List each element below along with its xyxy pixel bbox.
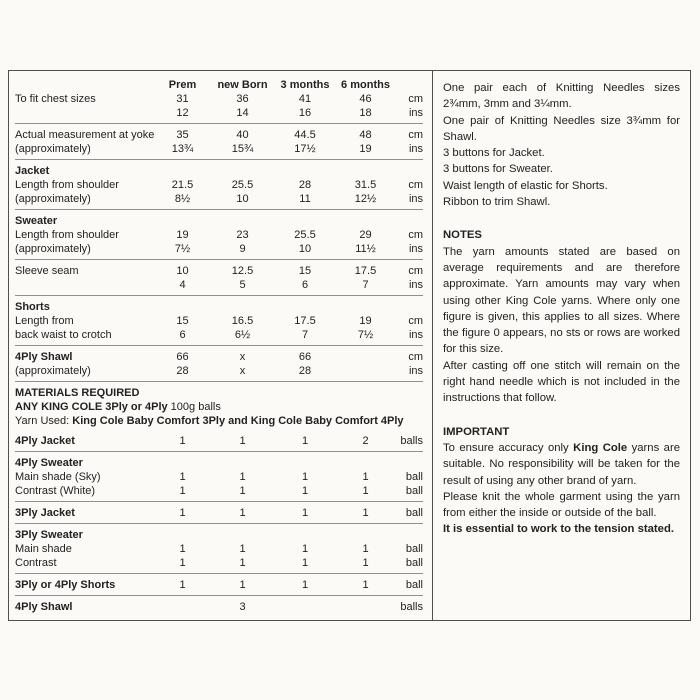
cell-unit: ins bbox=[408, 107, 423, 119]
cell-value bbox=[154, 300, 211, 314]
cell-value: 1 bbox=[301, 485, 309, 497]
header-spacer bbox=[395, 78, 423, 92]
cell-value: 25.5 bbox=[231, 179, 254, 191]
cell-value: 1 bbox=[179, 485, 186, 497]
cell-value: 1 bbox=[239, 557, 246, 569]
cell-value: 1 bbox=[239, 485, 246, 497]
cell-value: 66 bbox=[298, 351, 312, 363]
cell-unit: ball bbox=[405, 507, 423, 519]
supply-line: 3 buttons for Sweater. bbox=[443, 163, 553, 176]
cell-value: 10 bbox=[236, 193, 249, 205]
cell-value: 1 bbox=[179, 543, 186, 555]
row-label: Main shade bbox=[15, 543, 72, 555]
cell-value: 6½ bbox=[234, 329, 251, 341]
cell-unit: ins bbox=[408, 143, 423, 155]
cell-value bbox=[274, 300, 336, 314]
important-heading: IMPORTANT bbox=[443, 425, 510, 438]
cell-unit: cm bbox=[408, 129, 423, 141]
cell-value: 7 bbox=[301, 329, 309, 341]
row-label: 4Ply Shawl bbox=[15, 601, 73, 613]
size-table-header bbox=[15, 78, 423, 92]
cell-value bbox=[336, 214, 395, 228]
table-row bbox=[15, 228, 423, 242]
table-row bbox=[15, 350, 423, 364]
important-paragraph bbox=[443, 489, 680, 522]
cell-unit bbox=[395, 300, 423, 314]
cell-value: 18 bbox=[359, 107, 372, 119]
header-spacer bbox=[15, 78, 154, 92]
cell-value bbox=[336, 300, 395, 314]
row-label bbox=[15, 106, 154, 120]
supply-line: One pair of Knitting Needles size 3¾mm for Shawl. bbox=[443, 114, 680, 143]
table-row bbox=[15, 178, 423, 192]
size-column-header: 6 months bbox=[341, 79, 390, 91]
cell-unit: ball bbox=[405, 471, 423, 483]
table-row bbox=[15, 278, 423, 292]
cell-value: 14 bbox=[236, 107, 249, 119]
cell-value: 1 bbox=[301, 507, 309, 519]
row-label: 3Ply Jacket bbox=[15, 507, 75, 519]
cell-value: 46 bbox=[359, 93, 372, 105]
text-segment: MATERIALS REQUIRED bbox=[15, 387, 140, 399]
notes-paragraph: The yarn amounts stated are based on average requirements and are therefore approximate. Yarn amounts may vary when using other King Cole yarns. Where only one figure is given, this applies to all sizes. Where the figure 0 appears, no sts or rows are worked for this size. bbox=[443, 245, 680, 356]
cell-unit: cm bbox=[408, 315, 423, 327]
cell-value: 16 bbox=[298, 107, 312, 119]
row-label: (approximately) bbox=[15, 193, 91, 205]
group-heading-row bbox=[15, 300, 423, 314]
cell-value bbox=[336, 528, 395, 542]
cell-value bbox=[211, 456, 274, 470]
cell-value bbox=[336, 456, 395, 470]
cell-value: 12½ bbox=[354, 193, 377, 205]
cell-value bbox=[154, 528, 211, 542]
cell-value: 1 bbox=[179, 557, 186, 569]
cell-unit: ins bbox=[408, 243, 423, 255]
cell-value: 1 bbox=[362, 557, 369, 569]
cell-value bbox=[274, 214, 336, 228]
pattern-info-sheet bbox=[8, 70, 691, 621]
cell-unit: balls bbox=[400, 601, 423, 613]
cell-value bbox=[274, 600, 336, 614]
table-row bbox=[15, 192, 423, 206]
cell-value: 1 bbox=[301, 557, 309, 569]
divider-rule bbox=[15, 451, 423, 452]
cell-value: 1 bbox=[301, 579, 309, 591]
cell-value: 28 bbox=[298, 179, 312, 191]
cell-value bbox=[154, 456, 211, 470]
row-label: Contrast bbox=[15, 557, 57, 569]
row-label: (approximately) bbox=[15, 365, 91, 377]
row-label: Main shade (Sky) bbox=[15, 471, 101, 483]
row-label: Length from shoulder bbox=[15, 179, 119, 191]
supply-line: One pair each of Knitting Needles sizes 2¾mm, 3mm and 3¼mm. bbox=[443, 82, 680, 111]
cell-value: 31.5 bbox=[354, 179, 377, 191]
cell-value: 2 bbox=[362, 435, 369, 447]
materials-table bbox=[15, 434, 423, 614]
cell-value: 1 bbox=[239, 471, 246, 483]
cell-unit bbox=[395, 214, 423, 228]
cell-value: 1 bbox=[239, 579, 246, 591]
cell-value: 7½ bbox=[174, 243, 191, 255]
table-row bbox=[15, 600, 423, 614]
cell-value: 19 bbox=[359, 143, 372, 155]
cell-value: 1 bbox=[239, 507, 246, 519]
cell-value: 25.5 bbox=[294, 229, 316, 241]
divider-rule bbox=[15, 573, 423, 574]
supply-line: Ribbon to trim Shawl. bbox=[443, 196, 551, 209]
cell-unit: cm bbox=[408, 93, 423, 105]
row-label: Length from shoulder bbox=[15, 229, 119, 241]
materials-heading-line bbox=[15, 414, 423, 428]
cell-value bbox=[211, 214, 274, 228]
sizes-and-materials-panel bbox=[9, 71, 433, 620]
tension-statement: It is essential to work to the tension stated. bbox=[443, 523, 675, 536]
cell-unit: cm bbox=[408, 265, 423, 277]
cell-value bbox=[336, 364, 395, 378]
cell-value: 1 bbox=[301, 471, 309, 483]
table-row bbox=[15, 92, 423, 106]
cell-value: 1 bbox=[179, 435, 186, 447]
cell-value: 17½ bbox=[294, 143, 316, 155]
row-label bbox=[15, 278, 154, 292]
cell-value: 40 bbox=[236, 129, 249, 141]
table-row bbox=[15, 578, 423, 592]
text-segment: King Cole Baby Comfort 3Ply and King Cole Baby Comfort 4Ply bbox=[72, 415, 404, 427]
cell-unit bbox=[395, 528, 423, 542]
cell-value: 1 bbox=[362, 579, 369, 591]
cell-value: 1 bbox=[362, 471, 369, 483]
row-label: 3Ply Sweater bbox=[15, 529, 83, 541]
cell-value: 9 bbox=[239, 243, 246, 255]
cell-value: 35 bbox=[176, 129, 189, 141]
cell-value: 41 bbox=[298, 93, 312, 105]
table-row bbox=[15, 542, 423, 556]
cell-value: 5 bbox=[239, 279, 246, 291]
row-label: To fit chest sizes bbox=[15, 93, 96, 105]
row-label: 4Ply Shawl bbox=[15, 351, 73, 363]
text-segment: Yarn Used: bbox=[15, 415, 73, 427]
cell-value: 44.5 bbox=[294, 129, 316, 141]
cell-value bbox=[211, 300, 274, 314]
important-paragraphs bbox=[443, 440, 680, 521]
cell-value: 1 bbox=[239, 435, 246, 447]
cell-value bbox=[274, 456, 336, 470]
cell-value: 28 bbox=[176, 365, 189, 377]
cell-value: x bbox=[239, 351, 246, 363]
cell-value: 15 bbox=[298, 265, 312, 277]
cell-value: 17.5 bbox=[294, 315, 316, 327]
row-label: Sweater bbox=[15, 215, 58, 227]
text-segment: yarns are suitable. No responsibility will be taken for the result of using any other brand of yarn. bbox=[443, 441, 680, 487]
cell-value: 21.5 bbox=[171, 179, 194, 191]
cell-unit bbox=[395, 164, 423, 178]
size-column-header: new Born bbox=[217, 79, 268, 91]
cell-unit: ball bbox=[405, 557, 423, 569]
text-segment: 100g balls bbox=[167, 401, 221, 413]
row-label: 4Ply Sweater bbox=[15, 457, 83, 469]
divider-rule bbox=[15, 209, 423, 210]
cell-value: 1 bbox=[301, 543, 309, 555]
cell-value: 10 bbox=[176, 265, 189, 277]
cell-value: 12 bbox=[176, 107, 189, 119]
row-label: Sleeve seam bbox=[15, 265, 79, 277]
cell-value: 4 bbox=[179, 279, 186, 291]
divider-rule bbox=[15, 523, 423, 524]
row-label: Actual measurement at yoke bbox=[15, 129, 155, 141]
cell-value: 11½ bbox=[355, 243, 376, 255]
cell-unit: ball bbox=[405, 579, 423, 591]
table-row bbox=[15, 470, 423, 484]
cell-value: 1 bbox=[362, 507, 369, 519]
cell-unit: balls bbox=[400, 435, 423, 447]
group-heading-row bbox=[15, 528, 423, 542]
important-paragraph bbox=[443, 440, 680, 489]
table-row bbox=[15, 556, 423, 570]
cell-value: 66 bbox=[176, 351, 189, 363]
cell-value: 16.5 bbox=[231, 315, 254, 327]
row-label: (approximately) bbox=[15, 243, 91, 255]
materials-heading-block bbox=[15, 386, 423, 428]
cell-value bbox=[336, 350, 395, 364]
text-segment: To ensure accuracy only bbox=[443, 441, 574, 454]
cell-unit: cm bbox=[408, 229, 423, 241]
cell-value bbox=[274, 528, 336, 542]
cell-value: 12.5 bbox=[231, 265, 254, 277]
group-heading-row bbox=[15, 164, 423, 178]
cell-value: 10 bbox=[298, 243, 312, 255]
size-column-header: 3 months bbox=[280, 79, 330, 91]
table-row bbox=[15, 106, 423, 120]
group-heading-row bbox=[15, 456, 423, 470]
cell-value: 1 bbox=[179, 507, 186, 519]
table-row bbox=[15, 128, 423, 142]
notes-heading: NOTES bbox=[443, 229, 482, 242]
text-segment: King Cole bbox=[573, 441, 628, 454]
cell-value bbox=[211, 528, 274, 542]
cell-value: 29 bbox=[359, 229, 372, 241]
size-column-header: Prem bbox=[168, 79, 197, 91]
cell-value: 1 bbox=[362, 543, 369, 555]
table-row bbox=[15, 242, 423, 256]
cell-value: 1 bbox=[362, 485, 369, 497]
group-heading-row bbox=[15, 214, 423, 228]
cell-value bbox=[211, 164, 274, 178]
notes-panel bbox=[433, 71, 690, 620]
row-label: Length from bbox=[15, 315, 74, 327]
text-segment: Please knit the whole garment using the yarn from either the inside or outside of the ball. bbox=[443, 490, 680, 520]
notes-paragraph: After casting off one stitch will remain on the right hand needle which is not included in the instructions that follow. bbox=[443, 359, 680, 405]
cell-unit: cm bbox=[408, 351, 423, 363]
cell-unit: cm bbox=[408, 179, 423, 191]
cell-value: 31 bbox=[176, 93, 189, 105]
cell-value: 48 bbox=[359, 129, 372, 141]
cell-value bbox=[336, 164, 395, 178]
cell-value: 19 bbox=[176, 229, 189, 241]
divider-rule bbox=[15, 345, 423, 346]
cell-value: 28 bbox=[298, 365, 312, 377]
cell-value bbox=[154, 600, 211, 614]
cell-unit: ball bbox=[405, 543, 423, 555]
cell-value: 6 bbox=[301, 279, 309, 291]
table-row bbox=[15, 506, 423, 520]
table-row bbox=[15, 264, 423, 278]
cell-value: 1 bbox=[301, 435, 309, 447]
divider-rule bbox=[15, 595, 423, 596]
cell-value bbox=[154, 164, 211, 178]
divider-rule bbox=[15, 501, 423, 502]
table-row bbox=[15, 364, 423, 378]
cell-value: 11 bbox=[299, 193, 311, 205]
cell-unit: ins bbox=[408, 365, 423, 377]
cell-value: 19 bbox=[359, 315, 372, 327]
row-label: back waist to crotch bbox=[15, 329, 112, 341]
divider-rule bbox=[15, 295, 423, 296]
table-row bbox=[15, 434, 423, 448]
cell-value: 7½ bbox=[357, 329, 374, 341]
cell-value: 1 bbox=[239, 543, 246, 555]
supply-line: 3 buttons for Jacket. bbox=[443, 147, 545, 160]
cell-value: 23 bbox=[236, 229, 249, 241]
supply-line: Waist length of elastic for Shorts. bbox=[443, 179, 608, 192]
cell-unit: ins bbox=[408, 329, 423, 341]
row-label: Shorts bbox=[15, 301, 50, 313]
row-label: 3Ply or 4Ply Shorts bbox=[15, 579, 116, 591]
notes-paragraphs bbox=[443, 244, 680, 407]
cell-value bbox=[336, 600, 395, 614]
table-row bbox=[15, 328, 423, 342]
size-table bbox=[15, 78, 423, 382]
divider-rule bbox=[15, 381, 423, 382]
materials-heading-line bbox=[15, 386, 423, 400]
cell-value: 15 bbox=[176, 315, 189, 327]
cell-value: 3 bbox=[239, 601, 246, 613]
cell-unit: ins bbox=[408, 279, 423, 291]
divider-rule bbox=[15, 159, 423, 160]
cell-value: 1 bbox=[179, 471, 186, 483]
cell-value: 13¾ bbox=[171, 143, 194, 155]
table-row bbox=[15, 314, 423, 328]
materials-heading-line bbox=[15, 400, 423, 414]
cell-value: 17.5 bbox=[354, 265, 377, 277]
cell-value bbox=[154, 214, 211, 228]
cell-value bbox=[274, 164, 336, 178]
cell-unit: ins bbox=[408, 193, 423, 205]
cell-value: 36 bbox=[236, 93, 249, 105]
row-label: Jacket bbox=[15, 165, 50, 177]
row-label: Contrast (White) bbox=[15, 485, 96, 497]
row-label: (approximately) bbox=[15, 143, 91, 155]
cell-value: 15¾ bbox=[231, 143, 254, 155]
cell-value: 7 bbox=[362, 279, 369, 291]
cell-unit: ball bbox=[405, 485, 423, 497]
row-label: 4Ply Jacket bbox=[15, 435, 75, 447]
cell-value: 1 bbox=[179, 579, 186, 591]
cell-value: 6 bbox=[179, 329, 186, 341]
divider-rule bbox=[15, 123, 423, 124]
table-row bbox=[15, 142, 423, 156]
table-row bbox=[15, 484, 423, 498]
cell-unit bbox=[395, 456, 423, 470]
divider-rule bbox=[15, 259, 423, 260]
cell-value: x bbox=[239, 365, 246, 377]
cell-value: 8½ bbox=[174, 193, 191, 205]
text-segment: ANY KING COLE 3Ply or 4Ply bbox=[15, 401, 168, 413]
supplies-list bbox=[443, 80, 680, 210]
